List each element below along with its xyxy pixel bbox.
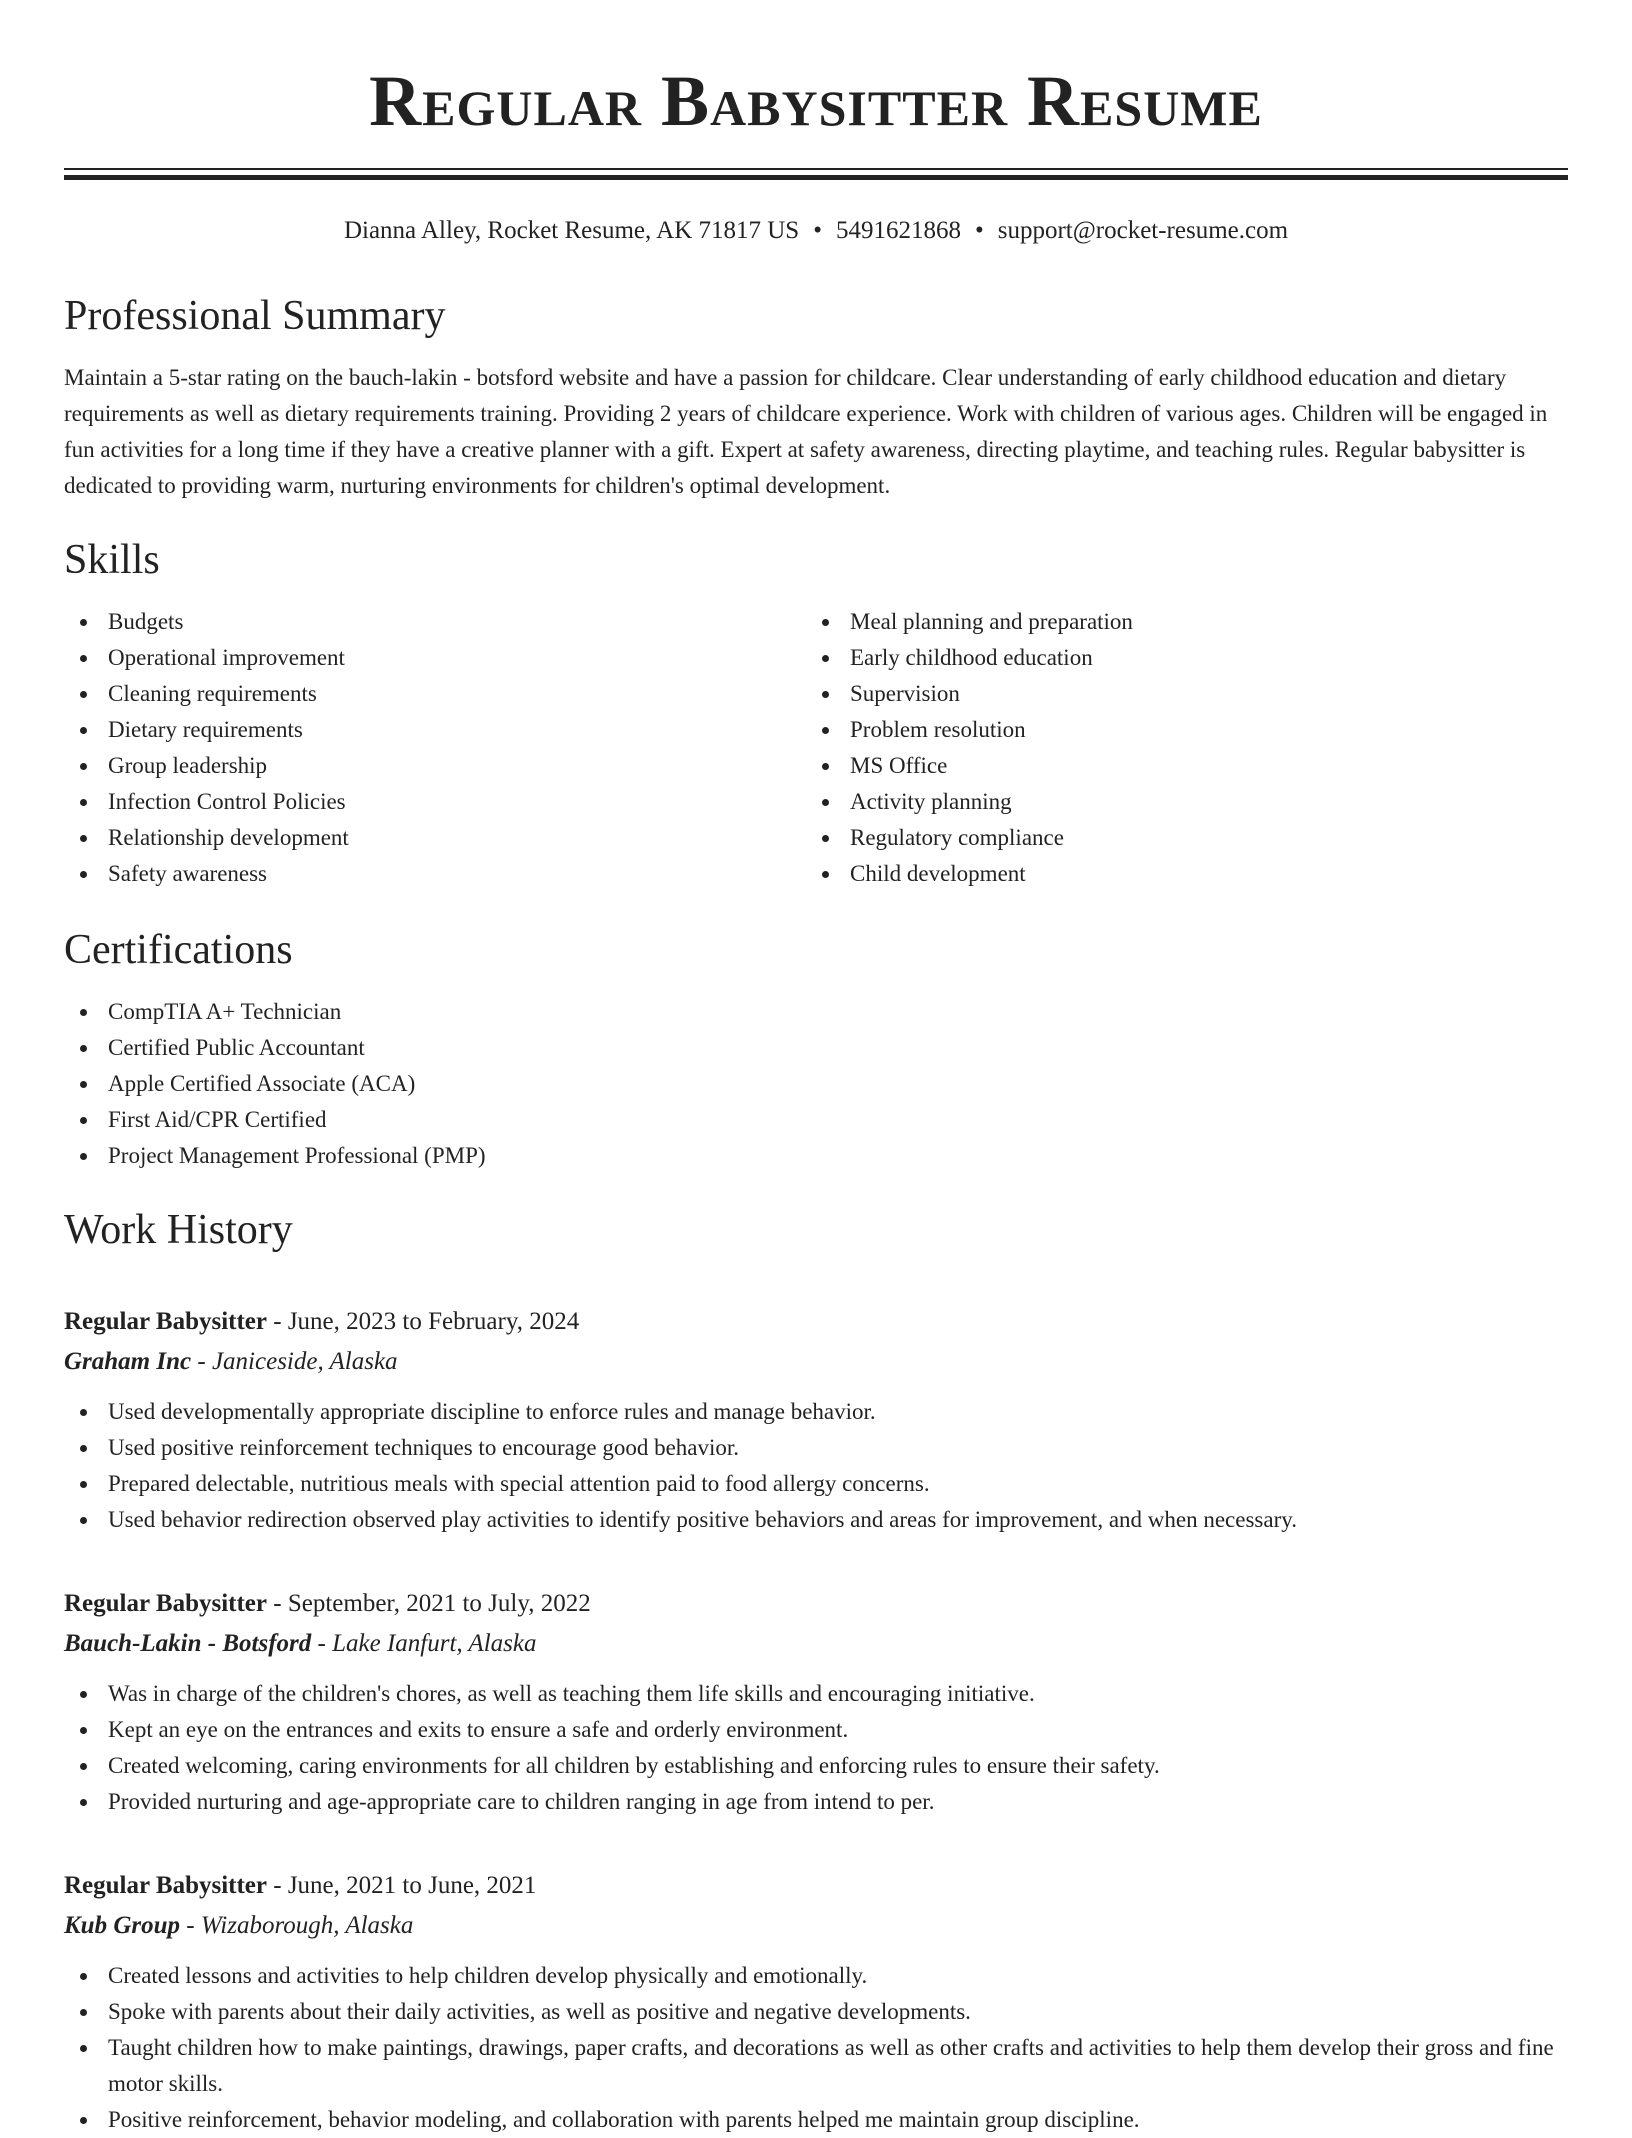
work-history-section [64,1204,1568,2138]
job-bullet: Created lessons and activities to help children develop physically and emotionally. [64,1958,1568,1994]
summary-text: Maintain a 5-star rating on the bauch-lakin - botsford website and have a passion for childcare. Clear understanding of early childhood education and dietary requirements as well as dietary requirements training. Providing 2 years of childcare experience. Work with children of various ages. Children will be engaged in fun activities for a long time if they have a creative planner with a gift. Expert at safety awareness, directing playtime, and teaching rules. Regular babysitter is dedicated to providing warm, nurturing environments for children's optimal development. [64,365,1548,498]
skill-item: Problem resolution [806,712,1548,748]
contact-separator: • [974,217,984,244]
skill-item: Child development [806,856,1548,892]
job-bullets [64,1958,1568,2138]
job-dash: - [180,1912,201,1939]
jobs-container [64,1302,1568,2138]
certification-item: CompTIA A+ Technician [64,994,1568,1030]
job-bullet: Kept an eye on the entrances and exits to ensure a safe and orderly environment. [64,1712,1568,1748]
job-bullet: Used developmentally appropriate discipline to enforce rules and manage behavior. [64,1394,1568,1430]
skill-item: Supervision [806,676,1548,712]
job-title: Regular Babysitter [64,1590,267,1617]
title-rule-thick [64,175,1568,180]
job-header [64,1302,1568,1342]
skill-item: MS Office [806,748,1548,784]
skill-item: Infection Control Policies [64,784,806,820]
contact-email: support@rocket-resume.com [997,217,1289,244]
skill-item: Cleaning requirements [64,676,806,712]
skill-item: Dietary requirements [64,712,806,748]
job-entry [64,1302,1568,1538]
job-company: Graham Inc [64,1348,192,1375]
job-entry [64,1866,1568,2138]
job-company: Kub Group [64,1912,181,1939]
skills-list-right [806,604,1548,892]
summary-heading: Professional Summary [64,293,446,339]
job-dash: - [267,1590,288,1617]
skill-item: Budgets [64,604,806,640]
skill-item: Early childhood education [806,640,1548,676]
job-bullet: Used positive reinforcement techniques to encourage good behavior. [64,1430,1568,1466]
job-bullet: Prepared delectable, nutritious meals with special attention paid to food allergy concerns. [64,1466,1568,1502]
job-dash: - [267,1872,288,1899]
certifications-heading: Certifications [64,927,293,973]
skill-item: Safety awareness [64,856,806,892]
contact-address: Dianna Alley, Rocket Resume, AK 71817 US [343,217,800,244]
title-rule-thin [64,168,1568,170]
certifications-section [64,924,1568,1174]
job-employer [64,1624,1568,1664]
skill-item: Group leadership [64,748,806,784]
job-title: Regular Babysitter [64,1308,267,1335]
skill-item: Regulatory compliance [806,820,1548,856]
certification-item: Apple Certified Associate (ACA) [64,1066,1568,1102]
job-location: Wizaborough, Alaska [200,1912,414,1939]
work-history-heading: Work History [64,1207,293,1253]
job-bullet: Taught children how to make paintings, drawings, paper crafts, and decorations as well as other crafts and activities to help them develop their gross and fine motor skills. [64,2030,1568,2102]
skills-list-left [64,604,806,892]
skill-item: Activity planning [806,784,1548,820]
job-bullets [64,1394,1568,1538]
job-header [64,1866,1568,1906]
skills-grid [64,604,1568,892]
certification-item: Project Management Professional (PMP) [64,1138,1568,1174]
job-dash: - [267,1308,288,1335]
job-title: Regular Babysitter [64,1872,267,1899]
job-bullet: Created welcoming, caring environments for all children by establishing and enforcing rules to ensure their safety. [64,1748,1568,1784]
summary-section [64,290,1568,504]
skill-item: Operational improvement [64,640,806,676]
job-bullet: Positive reinforcement, behavior modeling, and collaboration with parents helped me maintain group discipline. [64,2102,1568,2138]
job-bullets [64,1676,1568,1820]
job-entry [64,1584,1568,1820]
certification-item: First Aid/CPR Certified [64,1102,1568,1138]
job-bullet: Provided nurturing and age-appropriate care to children ranging in age from intend to per. [64,1784,1568,1820]
certifications-list [64,994,1568,1174]
job-dates: June, 2021 to June, 2021 [287,1872,537,1899]
resume-content [64,290,1568,2138]
contact-separator: • [813,217,822,244]
skill-item: Relationship development [64,820,806,856]
job-company: Bauch-Lakin - Botsford [64,1630,312,1657]
job-dash: - [311,1630,333,1657]
job-location: Janiceside, Alaska [211,1348,398,1375]
job-dates: June, 2023 to February, 2024 [287,1308,580,1335]
job-employer [64,1906,1568,1946]
skills-section [64,534,1568,892]
job-bullet: Was in charge of the children's chores, as well as teaching them life skills and encouraging initiative. [64,1676,1568,1712]
job-dates: September, 2021 to July, 2022 [287,1590,591,1617]
job-employer [64,1342,1568,1382]
job-bullet: Used behavior redirection observed play activities to identify positive behaviors and areas for improvement, and when necessary. [64,1502,1568,1538]
resume-title: Regular Babysitter Resume [369,61,1263,141]
job-bullet: Spoke with parents about their daily activities, as well as positive and negative developments. [64,1994,1568,2030]
job-header [64,1584,1568,1624]
skill-item: Meal planning and preparation [806,604,1548,640]
job-location: Lake Ianfurt, Alaska [332,1630,537,1657]
job-dash: - [191,1348,212,1375]
skills-heading: Skills [64,537,160,583]
certification-item: Certified Public Accountant [64,1030,1568,1066]
contact-line [0,214,1632,248]
contact-phone: 5491621868 [835,217,961,244]
